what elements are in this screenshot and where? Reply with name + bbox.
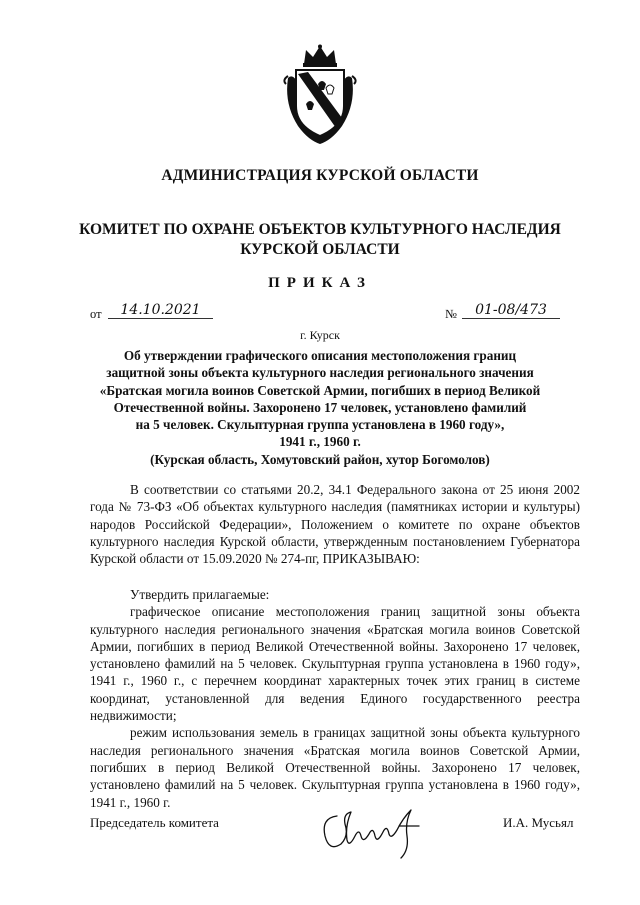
handwritten-signature [315, 796, 435, 864]
administration-title: АДМИНИСТРАЦИЯ КУРСКОЙ ОБЛАСТИ [161, 167, 479, 184]
signatory-name: И.А. Мусьял [503, 815, 574, 830]
city: г. Курск [300, 328, 340, 342]
subject-line: Отечественной войны. Захоронено 17 человек, установлено фамилий [113, 399, 527, 415]
subject-line: «Братская могила воинов Советской Армии, погибших в период Великой [99, 382, 541, 398]
body-orders [90, 586, 580, 811]
subject-line: (Курская область, Хомутовский район, хутор Богомолов) [150, 451, 490, 467]
number-label: № [445, 307, 457, 321]
document-type: ПРИКАЗ [268, 275, 372, 291]
number-value: 01-08/473 [462, 302, 560, 319]
body-preamble [90, 481, 580, 567]
committee-title-line2: КУРСКОЙ ОБЛАСТИ [240, 241, 400, 258]
date-label: от [90, 307, 102, 321]
subject-line: Об утверждении графического описания местоположения границ [123, 348, 517, 363]
subject-line: защитной зоны объекта культурного наследия регионального значения [106, 365, 534, 381]
paragraph-approve: Утвердить прилагаемые: [130, 587, 270, 602]
subject-line: 1941 г., 1960 г. [279, 434, 361, 450]
subject-line: на 5 человек. Скульптурная группа установлена в 1960 году», [135, 417, 505, 433]
paragraph-legal-basis: В соответствии со статьями 20.2, 34.1 Федерального закона от 25 июня 2002 года № 73-ФЗ «Об объектах культурного наследия (памятниках истории и культуры) народов Российской Федерации», Положением о комитете по охране объектов культурного наследия Курской области, утвержденным постановлением Губернатора Курской области от 15.09.2020 № 274-пг, ПРИКАЗЫВАЮ: [90, 482, 580, 567]
paragraph-graphic-description: графическое описание местоположения границ защитной зоны объекта культурного наследия регионального значения «Братская могила воинов Советской Армии, погибших в период Великой Отечественной войны. Захоронено 17 человек, установлено фамилий на 5 человек. Скульптурная группа установлена в 1960 году», 1941 г., 1960 г., с перечнем координат характерных точек этих границ в системе координат, установленной для ведения Единого государственного реестра недвижимости; [90, 604, 580, 724]
committee-title [0, 220, 640, 260]
date-value: 14.10.2021 [108, 302, 213, 319]
coat-of-arms-emblem [282, 44, 358, 148]
signatory-title: Председатель комитета [90, 815, 219, 830]
paragraph-land-use-regime: режим использования земель в границах защитной зоны объекта культурного наследия регионального значения «Братская могила воинов Советской Армии, погибших в период Великой Отечественной войны. Захоронено 17 человек, установлено фамилий на 5 человек. Скульптурная группа установлена в 1960 году», 1941 г., 1960 г. [90, 725, 580, 810]
committee-title-line1: КОМИТЕТ ПО ОХРАНЕ ОБЪЕКТОВ КУЛЬТУРНОГО НАСЛЕДИЯ [79, 221, 561, 238]
order-meta [90, 302, 560, 327]
subject-heading [0, 347, 640, 468]
